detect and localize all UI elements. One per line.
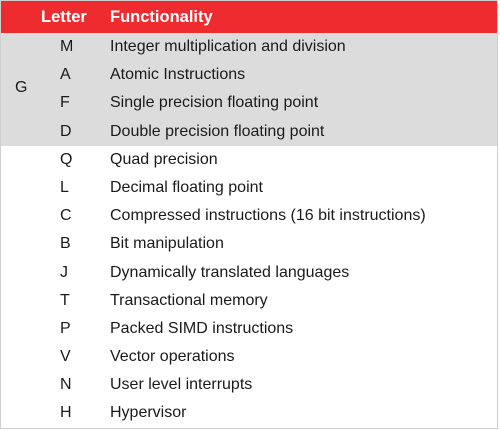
row-letter: P bbox=[60, 319, 71, 337]
row-letter: D bbox=[60, 122, 72, 140]
header-letter: Letter bbox=[41, 8, 87, 26]
row-functionality: User level interrupts bbox=[110, 376, 253, 394]
row-letter: Q bbox=[60, 150, 73, 168]
table-row bbox=[1, 315, 497, 343]
row-functionality: Packed SIMD instructions bbox=[110, 319, 294, 337]
row-functionality: Dynamically translated languages bbox=[110, 263, 350, 281]
table-row bbox=[1, 259, 497, 287]
table-row bbox=[1, 146, 497, 174]
group-label: G bbox=[15, 79, 28, 96]
row-functionality: Compressed instructions (16 bit instructions) bbox=[110, 207, 426, 225]
table-row bbox=[1, 343, 497, 371]
row-letter: N bbox=[60, 376, 72, 394]
table-row bbox=[1, 174, 497, 202]
table-row bbox=[1, 202, 497, 230]
row-functionality: Atomic Instructions bbox=[110, 66, 246, 84]
row-letter: C bbox=[60, 207, 72, 225]
row-functionality: Bit manipulation bbox=[110, 235, 224, 253]
header-functionality: Functionality bbox=[110, 8, 213, 26]
row-functionality: Double precision floating point bbox=[110, 122, 325, 140]
table-row bbox=[1, 118, 497, 146]
row-letter: V bbox=[60, 348, 71, 366]
table-header bbox=[1, 1, 497, 33]
row-functionality: Integer multiplication and division bbox=[110, 38, 346, 55]
row-letter: H bbox=[60, 404, 72, 422]
row-letter: M bbox=[60, 38, 74, 55]
table-row bbox=[1, 287, 497, 315]
row-letter: T bbox=[60, 291, 70, 309]
row-functionality: Quad precision bbox=[110, 150, 218, 168]
row-letter: B bbox=[60, 235, 71, 253]
row-letter: F bbox=[60, 94, 70, 112]
row-functionality: Single precision floating point bbox=[110, 94, 319, 112]
table-row bbox=[1, 89, 497, 117]
row-functionality: Vector operations bbox=[110, 348, 235, 366]
table-row bbox=[1, 371, 497, 399]
row-letter: A bbox=[60, 66, 71, 84]
table-row bbox=[1, 61, 497, 89]
row-functionality: Hypervisor bbox=[110, 404, 187, 422]
table-body bbox=[1, 33, 497, 428]
table-row bbox=[1, 399, 497, 427]
table-row bbox=[1, 230, 497, 258]
row-letter: L bbox=[60, 178, 69, 196]
row-functionality: Transactional memory bbox=[110, 291, 268, 309]
row-functionality: Decimal floating point bbox=[110, 178, 263, 196]
row-letter: J bbox=[60, 263, 68, 281]
table-row bbox=[1, 33, 497, 61]
